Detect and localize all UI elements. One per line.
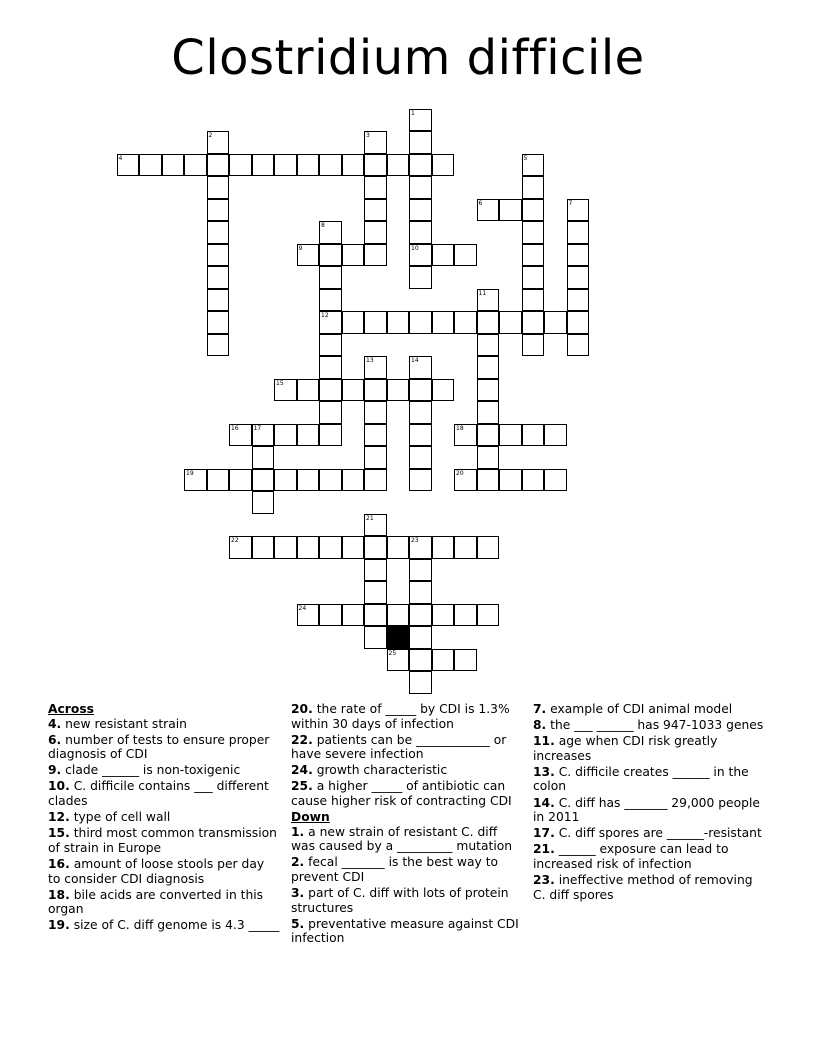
grid-cell[interactable] (409, 401, 432, 424)
down-clue (533, 718, 765, 733)
grid-cell[interactable] (409, 131, 432, 154)
across-clue (48, 733, 280, 762)
grid-cell[interactable] (567, 244, 590, 267)
cell-number: 22 (231, 537, 239, 544)
clues-column-3 (533, 702, 765, 904)
clue-number: 12. (48, 810, 70, 825)
clue-text: patients can be ____________ or have severe infection (291, 732, 507, 762)
clue-text: new resistant strain (61, 716, 187, 731)
grid-cell[interactable] (252, 469, 275, 492)
clue-text: the ___ ______ has 947-1033 genes (546, 718, 764, 733)
down-clue (291, 855, 523, 884)
clue-text: growth characteristic (312, 763, 448, 778)
puzzle-title: Clostridium difficile (171, 30, 645, 86)
grid-cell[interactable] (342, 244, 365, 267)
grid-cell[interactable] (387, 154, 410, 177)
clue-number: 24. (291, 763, 313, 778)
clue-number: 19. (48, 918, 70, 933)
clue-number: 23. (533, 873, 555, 888)
clue-number: 6. (48, 732, 62, 747)
grid-cell[interactable] (252, 424, 275, 447)
cell-number: 23 (411, 537, 419, 544)
grid-cell[interactable] (364, 581, 387, 604)
clue-text: third most common transmission of strain in Europe (48, 826, 277, 855)
grid-cell[interactable] (522, 244, 545, 267)
clue-number: 7. (533, 702, 547, 716)
clue-text: ineffective method of removing C. diff spores (533, 873, 753, 902)
clue-number: 11. (533, 734, 555, 749)
grid-cell[interactable] (522, 311, 545, 334)
grid-cell[interactable] (319, 401, 342, 424)
clue-text: amount of loose stools per day to consider CDI diagnosis (48, 856, 265, 886)
grid-cell[interactable] (139, 154, 162, 177)
grid-cell[interactable] (342, 154, 365, 177)
grid-cell[interactable] (454, 424, 477, 447)
grid-cell[interactable] (207, 221, 230, 244)
grid-cell[interactable] (364, 446, 387, 469)
grid-cell[interactable] (409, 176, 432, 199)
clue-text: C. diff has _______ 29,000 people in 2011 (533, 795, 760, 825)
grid-cell[interactable] (319, 356, 342, 379)
grid-cell[interactable] (544, 311, 567, 334)
grid-cell[interactable] (409, 649, 432, 672)
grid-cell[interactable] (184, 154, 207, 177)
grid-cell[interactable] (229, 536, 252, 559)
clue-text: the rate of _____ by CDI is 1.3% within 30 days of infection (291, 702, 510, 731)
grid-cell[interactable] (409, 154, 432, 177)
grid-cell[interactable] (567, 334, 590, 357)
grid-cell[interactable] (319, 289, 342, 312)
cell-number: 11 (478, 289, 487, 297)
cell-number: 21 (366, 514, 374, 522)
cell-number: 7 (568, 199, 573, 207)
cell-number: 25 (388, 649, 397, 657)
cell-number: 3 (366, 132, 370, 139)
across-clue (291, 733, 523, 762)
grid-cell[interactable] (522, 289, 545, 312)
grid-cell[interactable] (364, 154, 387, 177)
grid-cell[interactable] (207, 154, 230, 177)
grid-cell[interactable] (432, 604, 455, 627)
cell-number: 14 (411, 357, 419, 364)
grid-cell[interactable] (432, 311, 455, 334)
grid-cell[interactable] (319, 266, 342, 289)
clue-text: age when CDI risk greatly increases (533, 734, 718, 763)
grid-cell[interactable] (454, 649, 477, 672)
grid-cell[interactable] (207, 244, 230, 267)
grid-cell[interactable] (477, 199, 500, 222)
grid-cell[interactable] (477, 536, 500, 559)
grid-cell[interactable] (567, 221, 590, 244)
grid-cell[interactable] (364, 311, 387, 334)
grid-cell[interactable] (567, 266, 590, 289)
grid-cell[interactable] (387, 649, 410, 672)
grid-cell[interactable] (499, 469, 522, 492)
cell-number: 4 (118, 154, 123, 162)
grid-cell[interactable] (454, 469, 477, 492)
grid-cell[interactable] (364, 379, 387, 402)
grid-cell[interactable] (522, 199, 545, 222)
grid-cell[interactable] (409, 536, 432, 559)
grid-cell[interactable] (364, 469, 387, 492)
across-clue (48, 888, 280, 917)
down-clue (533, 826, 765, 841)
clue-text: size of C. diff genome is 4.3 _____ (69, 918, 280, 933)
clue-number: 8. (533, 718, 547, 733)
down-clue (533, 765, 765, 794)
clue-number: 15. (48, 826, 70, 841)
cell-number: 18 (456, 424, 464, 432)
cell-number: 16 (231, 424, 239, 432)
cell-number: 12 (321, 312, 329, 319)
cell-number: 20 (456, 469, 464, 477)
down-clue (533, 734, 765, 763)
clue-number: 2. (291, 855, 305, 870)
grid-cell[interactable] (319, 424, 342, 447)
grid-cell[interactable] (342, 379, 365, 402)
grid-cell[interactable] (117, 154, 140, 177)
clue-number: 16. (48, 856, 70, 871)
cell-number: 1 (411, 109, 415, 117)
grid-cell[interactable] (544, 469, 567, 492)
grid-cell[interactable] (387, 536, 410, 559)
grid-cell[interactable] (409, 424, 432, 447)
grid-cell[interactable] (274, 154, 297, 177)
clue-text: ______ exposure can lead to increased risk of infection (533, 842, 729, 871)
grid-cell[interactable] (319, 604, 342, 627)
grid-cell[interactable] (364, 244, 387, 267)
grid-cell[interactable] (409, 244, 432, 267)
grid-cell[interactable] (162, 154, 185, 177)
grid-cell[interactable] (274, 469, 297, 492)
down-heading: Down (291, 810, 330, 825)
grid-cell[interactable] (477, 401, 500, 424)
grid-cell[interactable] (409, 559, 432, 582)
grid-cell[interactable] (477, 334, 500, 357)
down-clue (291, 917, 523, 946)
grid-cell[interactable] (364, 401, 387, 424)
grid-cell[interactable] (432, 154, 455, 177)
across-clue (48, 779, 280, 808)
clue-number: 5. (291, 916, 305, 931)
across-clue (48, 717, 280, 732)
grid-cell[interactable] (319, 334, 342, 357)
grid-cell[interactable] (297, 154, 320, 177)
across-clue (48, 763, 280, 778)
across-clue (291, 779, 523, 808)
cell-number: 17 (253, 424, 262, 432)
grid-cell[interactable] (207, 199, 230, 222)
grid-cell[interactable] (477, 356, 500, 379)
down-clue (291, 825, 523, 854)
clue-text: example of CDI animal model (546, 702, 733, 716)
grid-cell[interactable] (409, 626, 432, 649)
clue-text: bile acids are converted in this organ (48, 887, 264, 917)
grid-cell[interactable] (252, 154, 275, 177)
grid-cell[interactable] (477, 604, 500, 627)
grid-cell[interactable] (454, 311, 477, 334)
clue-number: 9. (48, 763, 62, 778)
grid-cell[interactable] (207, 334, 230, 357)
grid-cell[interactable] (364, 176, 387, 199)
grid-cell[interactable] (499, 424, 522, 447)
grid-cell[interactable] (522, 266, 545, 289)
cell-number: 5 (523, 154, 528, 162)
cell-number: 15 (276, 379, 284, 387)
grid-cell[interactable] (184, 469, 207, 492)
grid-cell[interactable] (364, 221, 387, 244)
grid-cell[interactable] (409, 469, 432, 492)
grid-cell[interactable] (544, 424, 567, 447)
clue-number: 14. (533, 795, 555, 810)
grid-cell[interactable] (364, 424, 387, 447)
grid-cell[interactable] (274, 536, 297, 559)
grid-cell[interactable] (409, 379, 432, 402)
clue-number: 10. (48, 779, 70, 794)
grid-cell[interactable] (567, 311, 590, 334)
grid-cell[interactable] (297, 536, 320, 559)
grid-cell[interactable] (207, 311, 230, 334)
clue-text: type of cell wall (69, 810, 171, 825)
down-clue (533, 873, 765, 902)
across-clue (291, 763, 523, 778)
grid-cell[interactable] (342, 311, 365, 334)
clue-number: 22. (291, 732, 313, 747)
grid-cell[interactable] (454, 244, 477, 267)
down-clue (533, 702, 765, 717)
grid-cell[interactable] (364, 199, 387, 222)
grid-cell[interactable] (319, 536, 342, 559)
across-clue (48, 810, 280, 825)
grid-cell[interactable] (319, 379, 342, 402)
grid-cell[interactable] (297, 604, 320, 627)
cell-number: 2 (208, 132, 213, 139)
across-clue (48, 857, 280, 886)
grid-cell[interactable] (454, 604, 477, 627)
grid-cell[interactable] (522, 176, 545, 199)
grid-cell[interactable] (477, 446, 500, 469)
grid-cell[interactable] (207, 289, 230, 312)
clue-number: 18. (48, 887, 70, 902)
grid-cell[interactable] (274, 424, 297, 447)
grid-cell[interactable] (409, 446, 432, 469)
grid-cell[interactable] (229, 469, 252, 492)
grid-cell[interactable] (409, 199, 432, 222)
clue-number: 3. (291, 886, 305, 901)
grid-cell[interactable] (522, 154, 545, 177)
clue-number: 21. (533, 842, 555, 857)
grid-cell[interactable] (297, 424, 320, 447)
clue-number: 20. (291, 702, 313, 716)
grid-cell[interactable] (364, 626, 387, 649)
cell-number: 8 (321, 222, 325, 229)
grid-cell[interactable] (522, 469, 545, 492)
grid-cell[interactable] (364, 536, 387, 559)
grid-cell[interactable] (409, 266, 432, 289)
down-clue (533, 796, 765, 825)
grid-cell[interactable] (342, 469, 365, 492)
grid-cell[interactable] (387, 311, 410, 334)
grid-cell[interactable] (409, 311, 432, 334)
grid-cell[interactable] (207, 266, 230, 289)
down-clue (291, 886, 523, 915)
grid-cell[interactable] (319, 311, 342, 334)
across-clue (48, 826, 280, 855)
cell-number: 10 (411, 244, 419, 252)
grid-cell[interactable] (342, 536, 365, 559)
grid-cell[interactable] (477, 379, 500, 402)
clue-text: C. difficile creates ______ in the colon (533, 764, 749, 794)
clue-text: fecal _______ is the best way to prevent CDI (291, 855, 499, 885)
grid-cell[interactable] (364, 604, 387, 627)
grid-cell[interactable] (409, 356, 432, 379)
grid-cell[interactable] (522, 221, 545, 244)
grid-cell[interactable] (364, 514, 387, 537)
grid-cell[interactable] (252, 491, 275, 514)
clues-column-2 (291, 702, 523, 948)
clue-text: clade ______ is non-toxigenic (61, 763, 241, 778)
grid-cell[interactable] (522, 424, 545, 447)
grid-cell[interactable] (319, 244, 342, 267)
grid-cell[interactable] (409, 671, 432, 694)
grid-cell[interactable] (274, 379, 297, 402)
across-heading: Across (48, 702, 94, 716)
grid-cell[interactable] (252, 446, 275, 469)
clue-text: part of C. diff with lots of protein structures (291, 886, 509, 915)
grid-cell[interactable] (364, 131, 387, 154)
grid-cell[interactable] (409, 581, 432, 604)
across-clue (291, 702, 523, 731)
grid-cell[interactable] (409, 109, 432, 132)
grid-cell[interactable] (207, 469, 230, 492)
grid-cell[interactable] (364, 559, 387, 582)
clue-number: 4. (48, 716, 62, 731)
grid-cell[interactable] (432, 379, 455, 402)
grid-cell[interactable] (409, 604, 432, 627)
grid-cell[interactable] (477, 424, 500, 447)
grid-cell[interactable] (454, 536, 477, 559)
grid-cell[interactable] (364, 356, 387, 379)
clue-text: a higher _____ of antibiotic can cause higher risk of contracting CDI (291, 779, 512, 809)
clues-column-1 (48, 702, 280, 934)
grid-cell[interactable] (522, 334, 545, 357)
cell-number: 24 (298, 604, 307, 612)
clue-text: C. diff spores are ______-resistant (554, 826, 762, 841)
cell-number: 9 (298, 244, 303, 252)
grid-cell[interactable] (229, 424, 252, 447)
cell-number: 19 (186, 469, 194, 477)
grid-cell[interactable] (432, 536, 455, 559)
across-clue (48, 918, 280, 933)
grid-cell[interactable] (567, 289, 590, 312)
grid-cell[interactable] (499, 199, 522, 222)
grid-cell[interactable] (409, 221, 432, 244)
grid-cell[interactable] (499, 311, 522, 334)
grid-cell[interactable] (252, 536, 275, 559)
grid-cell[interactable] (567, 199, 590, 222)
grid-cell[interactable] (297, 469, 320, 492)
grid-cell[interactable] (229, 154, 252, 177)
grid-cell[interactable] (297, 244, 320, 267)
cell-number: 13 (366, 357, 374, 364)
clue-text: number of tests to ensure proper diagnosis of CDI (48, 732, 270, 762)
grid-cell[interactable] (387, 379, 410, 402)
grid-cell[interactable] (432, 244, 455, 267)
clue-text: preventative measure against CDI infection (291, 916, 519, 946)
clue-number: 25. (291, 779, 313, 794)
grid-cell[interactable] (207, 131, 230, 154)
grid-cell[interactable] (207, 176, 230, 199)
down-clue (533, 842, 765, 871)
grid-cell[interactable] (477, 311, 500, 334)
grid-cell[interactable] (387, 604, 410, 627)
grid-cell[interactable] (319, 469, 342, 492)
grid-cell[interactable] (319, 221, 342, 244)
clue-number: 1. (291, 824, 305, 839)
clue-text: a new strain of resistant C. diff was caused by a _________ mutation (291, 824, 513, 854)
clue-number: 17. (533, 826, 555, 841)
grid-cell[interactable] (432, 649, 455, 672)
black-cell (387, 626, 410, 649)
grid-cell[interactable] (342, 604, 365, 627)
grid-cell[interactable] (297, 379, 320, 402)
grid-cell[interactable] (319, 154, 342, 177)
cell-number: 6 (478, 199, 483, 207)
clue-text: C. difficile contains ___ different clades (48, 779, 269, 809)
grid-cell[interactable] (477, 469, 500, 492)
grid-cell[interactable] (477, 289, 500, 312)
clue-number: 13. (533, 764, 555, 779)
